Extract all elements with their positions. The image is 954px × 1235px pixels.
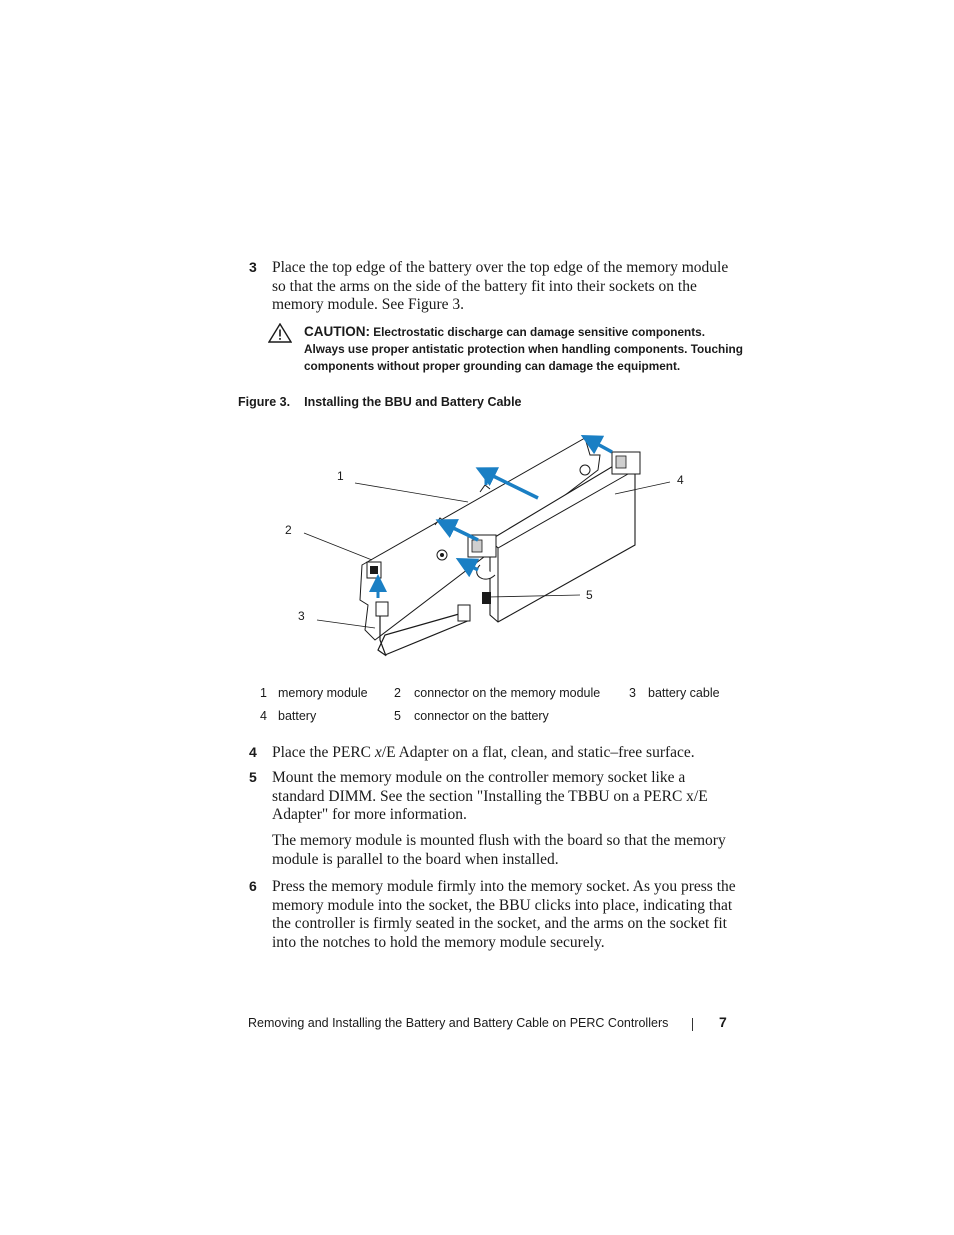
- step-text: Mount the memory module on the controller memory socket like a standard DIMM. See the section "Installing the TBBU on a PERC x/E Adapter" for more information.: [272, 769, 708, 824]
- caution-notice: [268, 323, 748, 375]
- step-number: 5: [249, 769, 257, 785]
- legend-num: 2: [394, 686, 401, 700]
- legend-num: 4: [260, 709, 267, 723]
- step-text-part: Place the PERC: [272, 744, 375, 761]
- callout-1: 1: [337, 469, 344, 483]
- footer-separator: [692, 1018, 693, 1031]
- warning-triangle-icon: [268, 323, 292, 343]
- caution-text: Electrostatic discharge can damage sensitive components. Always use proper antistatic protection when handling components. Touching components without proper grounding can damage the equipment.: [304, 325, 743, 373]
- step-text: Place the top edge of the battery over the top edge of the memory module so that the arms on the side of the battery fit into their sockets on the memory module. See Figure 3.: [272, 259, 729, 314]
- legend-text: battery: [278, 709, 317, 723]
- callout-2: 2: [285, 523, 292, 537]
- step-number: 6: [249, 878, 257, 894]
- step-6: [249, 878, 739, 953]
- arrow-icon: [590, 440, 612, 452]
- bbu-installation-figure: [270, 425, 690, 660]
- step-text-emphasis: x: [374, 744, 382, 761]
- step-text-part: /E Adapter on a flat, clean, and static–free surface.: [381, 744, 695, 761]
- battery-connector-shape: [482, 592, 491, 604]
- footer-title: Removing and Installing the Battery and Battery Cable on PERC Controllers: [248, 1016, 669, 1030]
- page-number: 7: [719, 1014, 727, 1030]
- step-4: [249, 744, 739, 763]
- step-5: [249, 769, 739, 825]
- step-3: [249, 259, 739, 315]
- legend-text: memory module: [278, 686, 368, 700]
- step-text: Press the memory module firmly into the memory socket. As you press the memory module into the socket, the BBU clicks into place, indicating that the controller is firmly seated in the socket, and the arms on the socket fit into the notches to hold the memory module securely.: [272, 878, 736, 952]
- callout-4: 4: [677, 473, 684, 487]
- figure-caption: [238, 395, 522, 409]
- figure-label: Figure 3.: [238, 395, 291, 409]
- callout-3: 3: [298, 609, 305, 623]
- step-5-note: The memory module is mounted flush with the board so that the memory module is parallel to the board when installed.: [272, 832, 726, 868]
- legend-num: 3: [629, 686, 636, 700]
- legend-text: connector on the memory module: [414, 686, 601, 700]
- caution-label: CAUTION:: [304, 324, 370, 339]
- legend-num: 1: [260, 686, 267, 700]
- legend-num: 5: [394, 709, 401, 723]
- callout-5: 5: [586, 588, 593, 602]
- step-number: 4: [249, 744, 257, 760]
- step-number: 3: [249, 259, 257, 275]
- figure-title: Installing the BBU and Battery Cable: [304, 395, 522, 409]
- step-text: [272, 744, 739, 763]
- legend-text: connector on the battery: [414, 709, 549, 723]
- legend-text: battery cable: [648, 686, 720, 700]
